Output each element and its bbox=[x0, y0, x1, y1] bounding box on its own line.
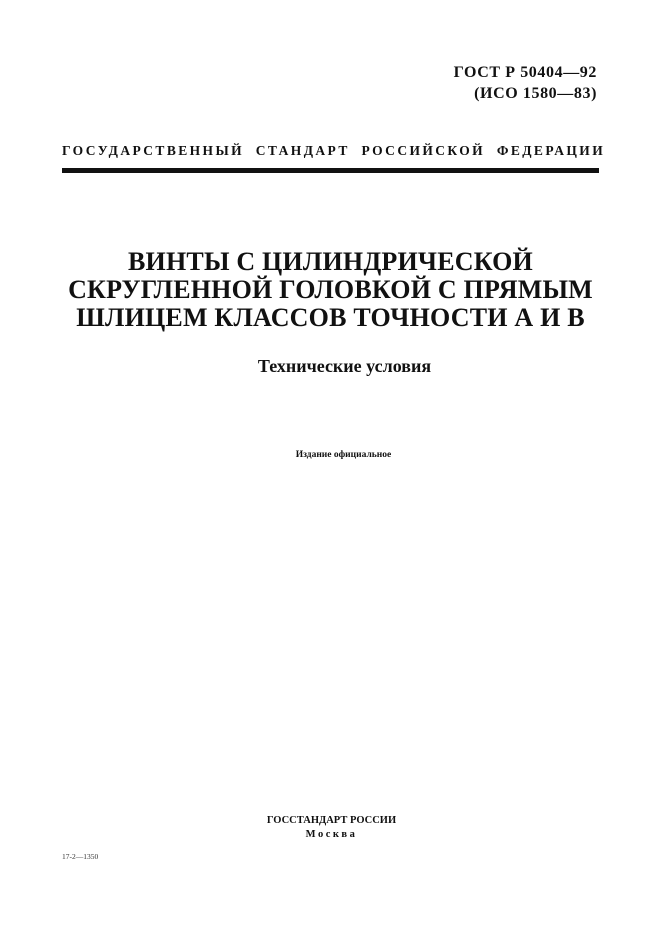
title-line: ВИНТЫ С ЦИЛИНДРИЧЕСКОЙ bbox=[128, 247, 533, 276]
title-line: СКРУГЛЕННОЙ ГОЛОВКОЙ С ПРЯМЫМ bbox=[68, 275, 593, 304]
gost-number: ГОСТ Р 50404—92 bbox=[453, 64, 597, 81]
publisher-block bbox=[0, 814, 661, 842]
document-code bbox=[454, 62, 597, 104]
title-line: ШЛИЦЕМ КЛАССОВ ТОЧНОСТИ А И В bbox=[76, 303, 585, 332]
edition-label: Издание официальное bbox=[295, 450, 392, 460]
iso-number: (ИСО 1580—83) bbox=[474, 85, 597, 102]
document-subtitle: Технические условия bbox=[257, 356, 432, 376]
standard-header: ГОСУДАРСТВЕННЫЙ СТАНДАРТ РОССИЙСКОЙ ФЕДЕРАЦИИ bbox=[62, 143, 606, 158]
header-rule bbox=[62, 168, 599, 173]
publisher-name: ГОССТАНДАРТ РОССИИ bbox=[266, 815, 397, 826]
print-code: 17-2—1350 bbox=[62, 852, 99, 861]
document-title bbox=[40, 248, 621, 332]
publisher-city: Москва bbox=[305, 829, 358, 840]
